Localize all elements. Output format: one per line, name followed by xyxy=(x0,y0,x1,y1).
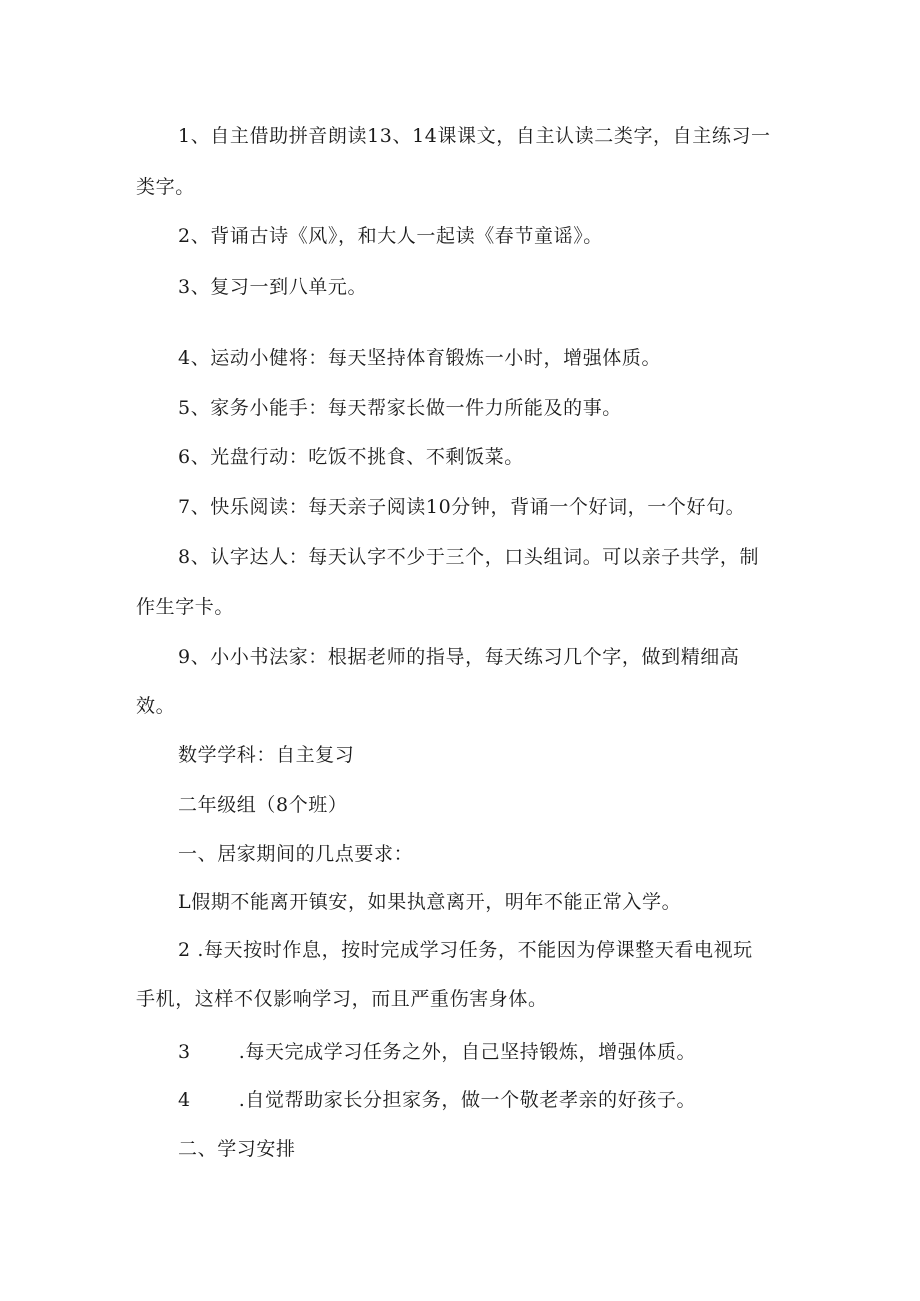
paragraph-3: 3、复习一到八单元。 xyxy=(178,276,368,298)
section-1-heading: 一、居家期间的几点要求： xyxy=(178,843,414,865)
paragraph-2: 2、背诵古诗《风》，和大人一起读《春节童谣》。 xyxy=(178,225,603,247)
requirement-4-number: 4 xyxy=(178,1089,191,1111)
paragraph-4: 4、运动小健将：每天坚持体育锻炼一小时，增强体质。 xyxy=(178,347,662,369)
requirement-4-text: .自觉帮助家长分担家务，做一个敬老孝亲的好孩子。 xyxy=(238,1089,697,1111)
paragraph-8-line-1: 8、认字达人：每天认字不少于三个，口头组词。可以亲子共学，制 xyxy=(178,546,760,568)
requirement-3-number: 3 xyxy=(178,1041,191,1063)
requirement-1: L假期不能离开镇安，如果执意离开，明年不能正常入学。 xyxy=(178,891,682,913)
paragraph-1-line-2: 类字。 xyxy=(136,176,195,198)
requirement-2-line-2: 手机，这样不仅影响学习，而且严重伤害身体。 xyxy=(136,988,548,1010)
section-2-heading: 二、学习安排 xyxy=(178,1138,296,1160)
paragraph-9-line-2: 效。 xyxy=(136,695,176,717)
paragraph-1-line-1: 1、自主借助拼音朗读13、14课课文，自主认读二类字，自主练习一 xyxy=(178,125,771,147)
math-subject-heading: 数学学科：自主复习 xyxy=(178,744,355,766)
requirement-4 xyxy=(178,1088,696,1112)
paragraph-6: 6、光盘行动：吃饭不挑食、不剩饭菜。 xyxy=(178,446,524,468)
requirement-3 xyxy=(178,1040,696,1064)
requirement-3-text: .每天完成学习任务之外，自己坚持锻炼，增强体质。 xyxy=(238,1041,697,1063)
paragraph-5: 5、家务小能手：每天帮家长做一件力所能及的事。 xyxy=(178,397,622,419)
paragraph-9-line-1: 9、小小书法家：根据老师的指导，每天练习几个字，做到精细高 xyxy=(178,646,740,668)
grade-group-heading: 二年级组（8个班） xyxy=(178,794,348,816)
requirement-2-line-1: 2 .每天按时作息，按时完成学习任务，不能因为停课整天看电视玩 xyxy=(178,939,753,961)
paragraph-8-line-2: 作生字卡。 xyxy=(136,596,235,618)
paragraph-7: 7、快乐阅读：每天亲子阅读10分钟，背诵一个好词，一个好句。 xyxy=(178,496,746,518)
